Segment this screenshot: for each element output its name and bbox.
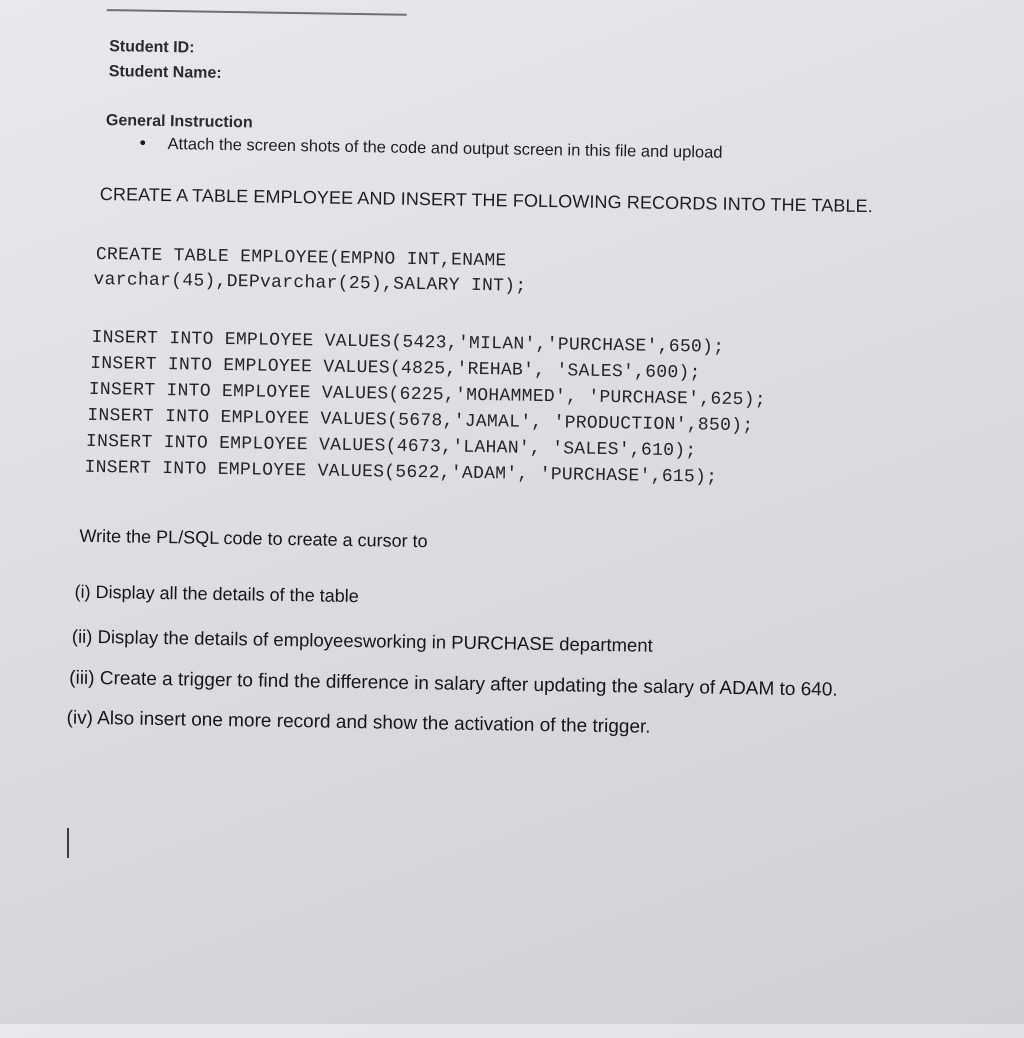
- insert-statement: INSERT INTO EMPLOYEE VALUES(5678,'JAMAL', 'PRODUCTION',850);: [87, 405, 754, 437]
- insert-statement: INSERT INTO EMPLOYEE VALUES(4673,'LAHAN', 'SALES',610);: [85, 431, 697, 462]
- student-name-label: Student Name:: [108, 63, 222, 82]
- question-intro: Write the PL/SQL code to create a cursor to: [79, 525, 428, 552]
- task-heading: CREATE A TABLE EMPLOYEE AND INSERT THE FOLLOWING RECORDS INTO THE TABLE.: [99, 184, 873, 217]
- question-item: (i) Display all the details of the table: [74, 581, 359, 607]
- insert-statement: INSERT INTO EMPLOYEE VALUES(4825,'REHAB', 'SALES',600);: [90, 353, 701, 384]
- general-instruction-title: General Instruction: [105, 112, 253, 132]
- insert-statement: INSERT INTO EMPLOYEE VALUES(5423,'MILAN','PURCHASE',650);: [91, 327, 725, 358]
- insert-statement: INSERT INTO EMPLOYEE VALUES(5622,'ADAM', 'PURCHASE',615);: [84, 457, 718, 488]
- student-id-label: Student ID:: [109, 38, 195, 57]
- question-item: (iv) Also insert one more record and show the activation of the trigger.: [66, 707, 651, 738]
- insert-statement: INSERT INTO EMPLOYEE VALUES(6225,'MOHAMMED', 'PURCHASE',625);: [88, 379, 767, 411]
- question-item: (ii) Display the details of employeesworking in PURCHASE department: [71, 625, 653, 656]
- bullet-icon: •: [139, 132, 147, 153]
- question-item: (iii) Create a trigger to find the difference in salary after updating the salary of ADAM to 640.: [69, 667, 838, 701]
- instruction-item: Attach the screen shots of the code and output screen in this file and upload: [167, 135, 723, 162]
- create-statement-line-2: varchar(45),DEPvarchar(25),SALARY INT);: [93, 269, 527, 297]
- text-cursor: [67, 828, 69, 858]
- create-statement-line-1: CREATE TABLE EMPLOYEE(EMPNO INT,ENAME: [95, 244, 507, 272]
- top-divider: [107, 9, 407, 16]
